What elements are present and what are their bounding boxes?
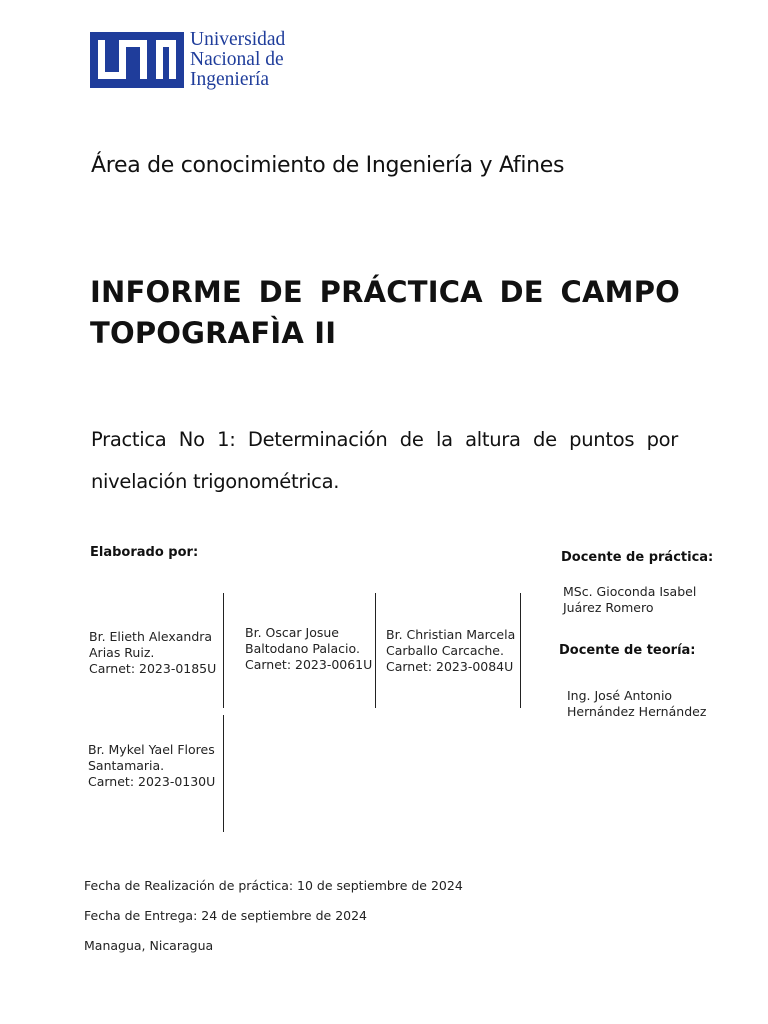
logo-line-2: Nacional de: [190, 49, 284, 70]
practice-teacher-line-1: MSc. Gioconda Isabel: [563, 584, 697, 599]
practice-teacher-heading: Docente de práctica:: [561, 550, 714, 565]
practice-description: Practica No 1: Determinación de la altura de puntos por nivelación trigonométrica.: [91, 428, 678, 493]
theory-teacher-line-1: Ing. José Antonio: [567, 688, 673, 703]
theory-teacher: [567, 688, 706, 720]
logo-line-1: Universidad: [190, 29, 286, 50]
author-name-line-2: Baltodano Palacio.: [245, 641, 360, 656]
authors-heading: [90, 545, 198, 560]
theory-teacher-heading: Docente de teoría:: [559, 643, 696, 658]
report-title-line-2: TOPOGRAFÌA II: [90, 316, 337, 350]
report-title-line-1: INFORME DE PRÁCTICA DE CAMPO: [90, 275, 680, 309]
author-card: [386, 627, 515, 675]
uni-logo-mark-icon: [90, 32, 184, 88]
author-carnet: Carnet: 2023-0185U: [89, 661, 217, 676]
author-card: [88, 742, 215, 790]
author-carnet: Carnet: 2023-0130U: [88, 774, 216, 789]
delivery-date: Fecha de Entrega: 24 de septiembre de 2024: [84, 908, 368, 923]
divider-line: [520, 593, 521, 708]
author-name-line-2: Santamaria.: [88, 758, 165, 773]
author-name-line-2: Carballo Carcache.: [386, 643, 504, 658]
report-title: [90, 272, 680, 354]
author-name-line-1: Br. Oscar Josue: [245, 625, 339, 640]
author-name-line-1: Br. Elieth Alexandra: [89, 629, 213, 644]
university-logo: [90, 29, 320, 90]
location: Managua, Nicaragua: [84, 938, 214, 953]
author-name-line-2: Arias Ruiz.: [89, 645, 155, 660]
author-carnet: Carnet: 2023-0061U: [245, 657, 373, 672]
practice-date: Fecha de Realización de práctica: 10 de septiembre de 2024: [84, 878, 463, 893]
author-name-line-1: Br. Mykel Yael Flores: [88, 742, 215, 757]
logo-line-3: Ingeniería: [190, 69, 270, 90]
authors-heading-word: Elaborado: [90, 545, 164, 560]
author-carnet: Carnet: 2023-0084U: [386, 659, 514, 674]
university-name: [190, 30, 285, 90]
practice-teacher: [563, 584, 696, 616]
practice-teacher-line-2: Juárez Romero: [563, 600, 654, 615]
divider-line: [223, 593, 224, 708]
author-name-line-1: Br. Christian Marcela: [386, 627, 516, 642]
divider-line: [223, 715, 224, 832]
divider-line: [375, 593, 376, 708]
area-heading: Área de conocimiento de Ingeniería y Afines: [91, 153, 565, 178]
author-card: [89, 629, 216, 677]
author-card: [245, 625, 372, 673]
theory-teacher-line-2: Hernández Hernández: [567, 704, 707, 719]
authors-heading-por: por:: [163, 545, 199, 560]
